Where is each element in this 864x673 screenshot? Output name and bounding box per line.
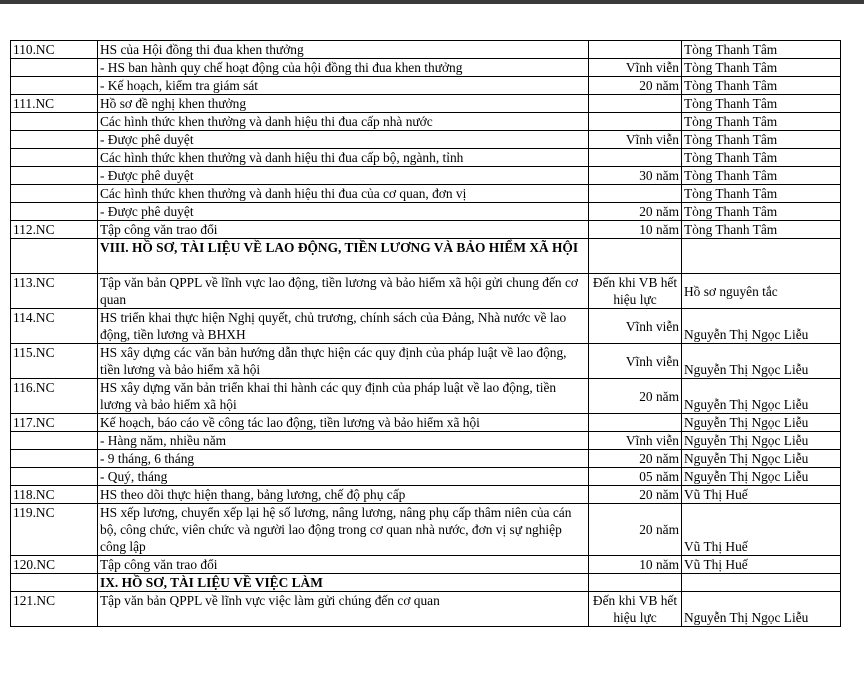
record-title-cell: - Quý, tháng	[98, 468, 589, 486]
retention-period-cell: 20 năm	[589, 450, 682, 468]
section-title: IX. HỒ SƠ, TÀI LIỆU VỀ VIỆC LÀM	[98, 574, 589, 592]
retention-period-cell	[589, 41, 682, 59]
table-row	[11, 274, 841, 309]
retention-period-cell	[589, 185, 682, 203]
retention-period-cell	[589, 95, 682, 113]
table-row	[11, 149, 841, 167]
record-title-cell: Hồ sơ đề nghị khen thưởng	[98, 95, 589, 113]
retention-period-cell	[589, 239, 682, 274]
record-code-cell	[11, 185, 98, 203]
record-code-cell: 113.NC	[11, 274, 98, 309]
retention-period-cell: 20 năm	[589, 504, 682, 556]
record-code-cell	[11, 432, 98, 450]
retention-period-cell: 20 năm	[589, 203, 682, 221]
record-title-cell: HS xếp lương, chuyển xếp lại hệ số lương, nâng lương, nâng phụ cấp thâm niên của cán bộ, công chức, viên chức và người lao động trong cơ quan nhà nước, đơn vị sự nghiệp công lập	[98, 504, 589, 556]
table-row	[11, 450, 841, 468]
retention-period-cell: Vĩnh viễn	[589, 432, 682, 450]
retention-period-cell	[589, 149, 682, 167]
retention-period-cell: 05 năm	[589, 468, 682, 486]
record-title-cell: HS triển khai thực hiện Nghị quyết, chủ trương, chính sách của Đảng, Nhà nước về lao động, tiền lương và BHXH	[98, 309, 589, 344]
record-code-cell: 116.NC	[11, 379, 98, 414]
record-title-cell: Tập văn bản QPPL về lĩnh vực lao động, tiền lương và bảo hiểm xã hội gửi chung đến cơ quan	[98, 274, 589, 309]
retention-period-cell: 30 năm	[589, 167, 682, 185]
retention-period-cell: 20 năm	[589, 77, 682, 95]
responsible-person-cell: Tòng Thanh Tâm	[682, 203, 841, 221]
record-code-cell	[11, 468, 98, 486]
responsible-person-cell: Tòng Thanh Tâm	[682, 113, 841, 131]
record-code-cell: 118.NC	[11, 486, 98, 504]
responsible-person-cell: Tòng Thanh Tâm	[682, 77, 841, 95]
record-title-cell: HS xây dựng văn bản triển khai thi hành các quy định của pháp luật về lao động, tiền lương và bảo hiểm xã hội	[98, 379, 589, 414]
table-row	[11, 167, 841, 185]
table-row	[11, 221, 841, 239]
responsible-person-cell	[682, 239, 841, 274]
table-row	[11, 504, 841, 556]
retention-period-cell: 20 năm	[589, 486, 682, 504]
retention-period-cell: 10 năm	[589, 556, 682, 574]
table-row	[11, 432, 841, 450]
table-row	[11, 131, 841, 149]
record-title-cell: - HS ban hành quy chế hoạt động của hội đồng thi đua khen thưởng	[98, 59, 589, 77]
record-code-cell: 115.NC	[11, 344, 98, 379]
table-row	[11, 113, 841, 131]
records-retention-table	[10, 40, 841, 627]
responsible-person-cell: Tòng Thanh Tâm	[682, 185, 841, 203]
responsible-person-cell: Nguyễn Thị Ngọc Liễu	[682, 309, 841, 344]
record-code-cell	[11, 77, 98, 95]
section-row	[11, 239, 841, 274]
responsible-person-cell: Vũ Thị Huế	[682, 556, 841, 574]
retention-period-cell: Đến khi VB hết hiệu lực	[589, 592, 682, 627]
table-row	[11, 592, 841, 627]
record-title-cell: - Hàng năm, nhiều năm	[98, 432, 589, 450]
responsible-person-cell: Tòng Thanh Tâm	[682, 221, 841, 239]
record-code-cell	[11, 167, 98, 185]
retention-period-cell: Vĩnh viễn	[589, 309, 682, 344]
record-code-cell: 112.NC	[11, 221, 98, 239]
responsible-person-cell: Vũ Thị Huế	[682, 486, 841, 504]
table-body	[11, 41, 841, 627]
table-row	[11, 344, 841, 379]
record-code-cell: 117.NC	[11, 414, 98, 432]
table-row	[11, 414, 841, 432]
record-title-cell: Tập văn bản QPPL về lĩnh vực việc làm gửi chúng đến cơ quan	[98, 592, 589, 627]
table-row	[11, 309, 841, 344]
record-code-cell	[11, 203, 98, 221]
responsible-person-cell: Hồ sơ nguyên tắc	[682, 274, 841, 309]
retention-period-cell: Vĩnh viễn	[589, 131, 682, 149]
record-title-cell: Tập công văn trao đổi	[98, 221, 589, 239]
responsible-person-cell: Nguyễn Thị Ngọc Liễu	[682, 344, 841, 379]
responsible-person-cell: Nguyễn Thị Ngọc Liễu	[682, 592, 841, 627]
record-code-cell	[11, 59, 98, 77]
retention-period-cell: 20 năm	[589, 379, 682, 414]
responsible-person-cell	[682, 574, 841, 592]
table-row	[11, 95, 841, 113]
record-code-cell: 119.NC	[11, 504, 98, 556]
record-code-cell	[11, 113, 98, 131]
table-row	[11, 77, 841, 95]
table-row	[11, 41, 841, 59]
responsible-person-cell: Nguyễn Thị Ngọc Liễu	[682, 450, 841, 468]
responsible-person-cell: Nguyễn Thị Ngọc Liễu	[682, 432, 841, 450]
record-code-cell: 111.NC	[11, 95, 98, 113]
table-row	[11, 379, 841, 414]
retention-period-cell: Vĩnh viễn	[589, 344, 682, 379]
record-code-cell: 120.NC	[11, 556, 98, 574]
record-title-cell: Các hình thức khen thưởng và danh hiệu thi đua cấp nhà nước	[98, 113, 589, 131]
record-title-cell: - Được phê duyệt	[98, 167, 589, 185]
record-title-cell: - Được phê duyệt	[98, 131, 589, 149]
responsible-person-cell: Nguyễn Thị Ngọc Liễu	[682, 468, 841, 486]
table-row	[11, 486, 841, 504]
responsible-person-cell: Tòng Thanh Tâm	[682, 149, 841, 167]
responsible-person-cell: Tòng Thanh Tâm	[682, 131, 841, 149]
section-title: VIII. HỒ SƠ, TÀI LIỆU VỀ LAO ĐỘNG, TIỀN LƯƠNG VÀ BẢO HIỂM XÃ HỘI	[98, 239, 589, 274]
responsible-person-cell: Tòng Thanh Tâm	[682, 41, 841, 59]
record-code-cell	[11, 574, 98, 592]
retention-period-cell	[589, 574, 682, 592]
section-row	[11, 574, 841, 592]
record-title-cell: HS theo dõi thực hiện thang, bảng lương, chế độ phụ cấp	[98, 486, 589, 504]
table-row	[11, 185, 841, 203]
responsible-person-cell: Vũ Thị Huế	[682, 504, 841, 556]
record-code-cell: 110.NC	[11, 41, 98, 59]
record-title-cell: - Được phê duyệt	[98, 203, 589, 221]
responsible-person-cell: Tòng Thanh Tâm	[682, 95, 841, 113]
record-title-cell: Các hình thức khen thưởng và danh hiệu thi đua cấp bộ, ngành, tỉnh	[98, 149, 589, 167]
record-title-cell: Kế hoạch, báo cáo về công tác lao động, tiền lương và bảo hiểm xã hội	[98, 414, 589, 432]
responsible-person-cell: Nguyễn Thị Ngọc Liễu	[682, 414, 841, 432]
record-code-cell	[11, 149, 98, 167]
record-code-cell	[11, 450, 98, 468]
record-code-cell: 121.NC	[11, 592, 98, 627]
record-title-cell: HS của Hội đồng thi đua khen thưởng	[98, 41, 589, 59]
table-row	[11, 468, 841, 486]
record-code-cell	[11, 239, 98, 274]
record-code-cell	[11, 131, 98, 149]
retention-period-cell	[589, 113, 682, 131]
responsible-person-cell: Tòng Thanh Tâm	[682, 167, 841, 185]
retention-period-cell: Đến khi VB hết hiệu lực	[589, 274, 682, 309]
record-code-cell: 114.NC	[11, 309, 98, 344]
table-row	[11, 556, 841, 574]
record-title-cell: Các hình thức khen thưởng và danh hiệu thi đua của cơ quan, đơn vị	[98, 185, 589, 203]
retention-period-cell: 10 năm	[589, 221, 682, 239]
window-top-bar	[0, 0, 864, 4]
record-title-cell: Tập công văn trao đổi	[98, 556, 589, 574]
table-row	[11, 59, 841, 77]
record-title-cell: - Kế hoạch, kiểm tra giám sát	[98, 77, 589, 95]
record-title-cell: - 9 tháng, 6 tháng	[98, 450, 589, 468]
record-title-cell: HS xây dựng các văn bản hướng dẫn thực hiện các quy định của pháp luật về lao động, tiền lương và bảo hiểm xã hội	[98, 344, 589, 379]
table-row	[11, 203, 841, 221]
responsible-person-cell: Tòng Thanh Tâm	[682, 59, 841, 77]
responsible-person-cell: Nguyễn Thị Ngọc Liễu	[682, 379, 841, 414]
retention-period-cell	[589, 414, 682, 432]
retention-period-cell: Vĩnh viễn	[589, 59, 682, 77]
